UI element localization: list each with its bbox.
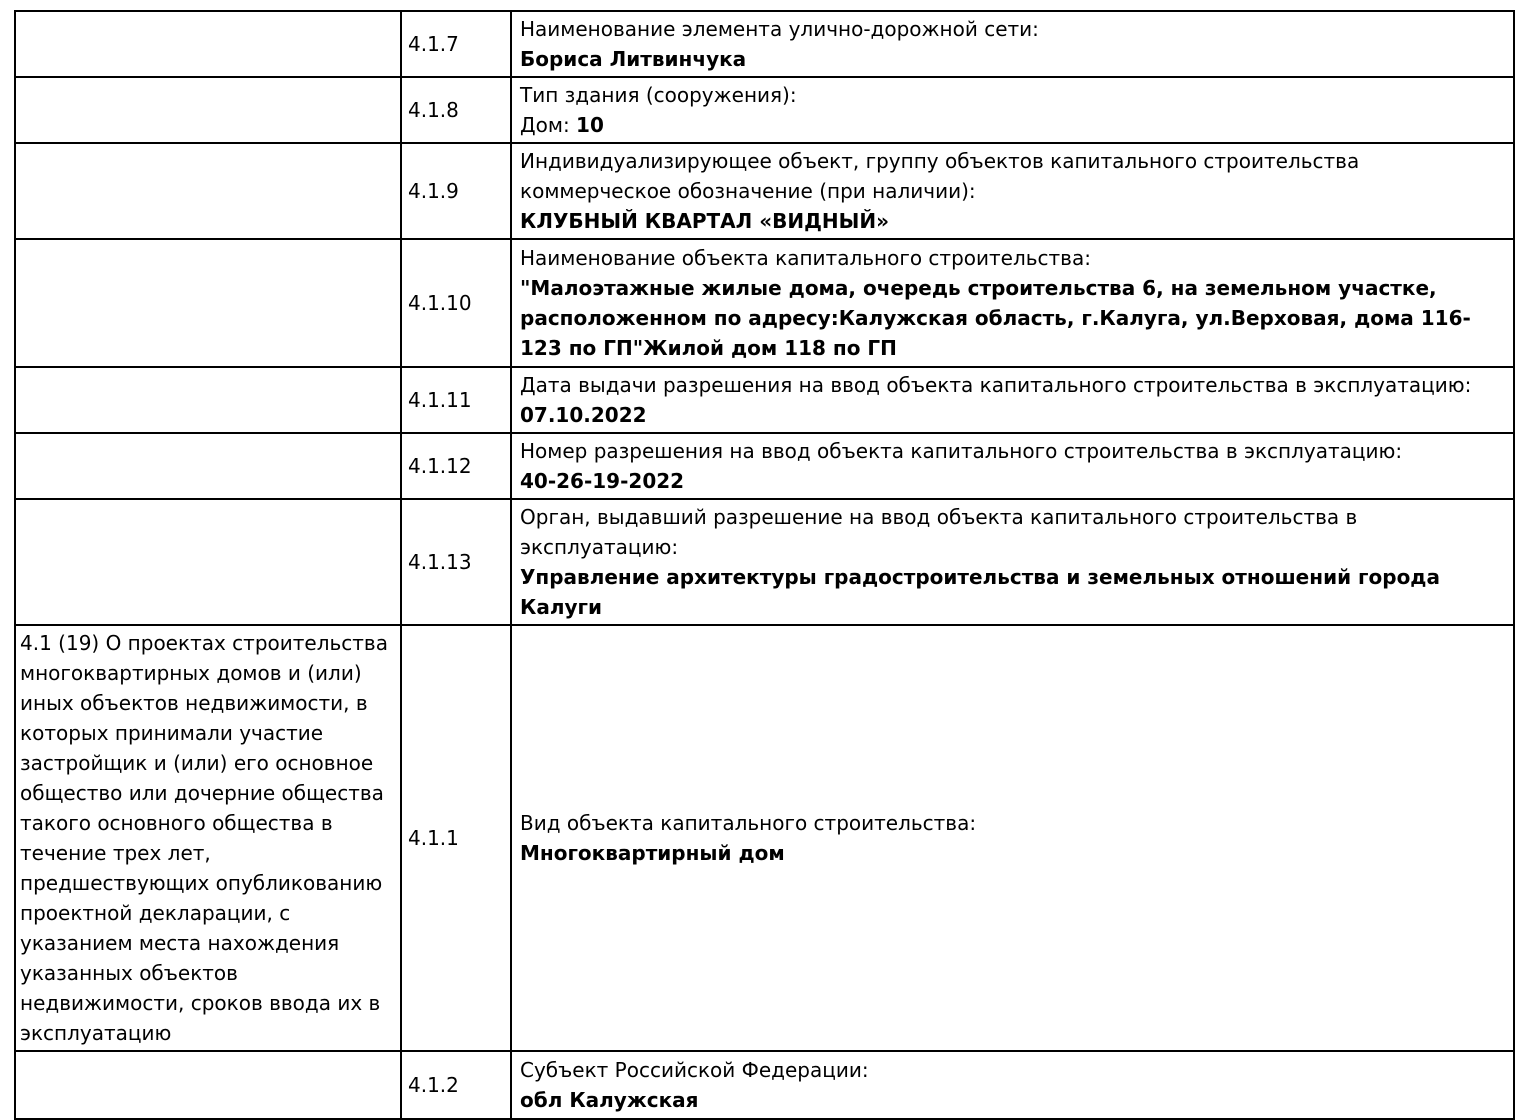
content-cell xyxy=(511,11,1514,77)
section-text: 4.1 (19) О проектах строительства многоквартирных домов и (или) иных объектов недвижимости, в которых принимали участие застройщик и (или) его основное общество или дочерние общества такого основного общества в течение трех лет, предшествующих опубликованию проектной декларации, с указанием места нахождения указанных объектов недвижимости, сроков ввода их в эксплуатацию xyxy=(20,631,388,1045)
section-cell xyxy=(15,433,401,499)
item-number-cell xyxy=(401,239,511,367)
field-value-text: 07.10.2022 xyxy=(520,403,647,427)
item-number: 4.1.12 xyxy=(408,454,472,478)
field-label: Индивидуализирующее объект, группу объектов капитального строительства коммерческое обозначение (при наличии): xyxy=(520,149,1360,203)
table-row xyxy=(15,77,1514,143)
declaration-table xyxy=(14,10,1515,1120)
item-number: 4.1.1 xyxy=(408,826,459,850)
section-cell xyxy=(15,143,401,239)
content-cell xyxy=(511,239,1514,367)
table-row xyxy=(15,433,1514,499)
item-number-cell xyxy=(401,1051,511,1119)
content-cell xyxy=(511,625,1514,1051)
field-value-text: Управление архитектуры градостроительства и земельных отношений города Калуги xyxy=(520,565,1440,619)
table-row xyxy=(15,1051,1514,1119)
table-row xyxy=(15,625,1514,1051)
item-number-cell xyxy=(401,143,511,239)
field-value xyxy=(520,1085,1505,1115)
field-value xyxy=(520,44,1505,74)
content-cell xyxy=(511,143,1514,239)
field-value xyxy=(520,466,1505,496)
table-row xyxy=(15,499,1514,625)
table-row xyxy=(15,11,1514,77)
field-label: Вид объекта капитального строительства: xyxy=(520,811,977,835)
section-cell xyxy=(15,239,401,367)
field-label: Субъект Российской Федерации: xyxy=(520,1058,869,1082)
field-value xyxy=(520,400,1505,430)
field-value-text: Бориса Литвинчука xyxy=(520,47,747,71)
item-number: 4.1.9 xyxy=(408,179,459,203)
content-cell xyxy=(511,1051,1514,1119)
field-value xyxy=(520,206,1505,236)
section-cell xyxy=(15,1051,401,1119)
field-value-text: "Малоэтажные жилые дома, очередь строительства 6, на земельном участке, расположенном по адресу:Калужская область, г.Калуга, ул.Верховая, дома 116-123 по ГП"Жилой дом 118 по ГП xyxy=(520,276,1471,360)
field-value xyxy=(520,273,1505,363)
section-cell xyxy=(15,77,401,143)
item-number-cell xyxy=(401,11,511,77)
item-number: 4.1.8 xyxy=(408,98,459,122)
item-number: 4.1.2 xyxy=(408,1073,459,1097)
table-row xyxy=(15,239,1514,367)
section-cell xyxy=(15,499,401,625)
field-value-prefix: Дом: xyxy=(520,113,577,137)
content-cell xyxy=(511,77,1514,143)
field-value-text: КЛУБНЫЙ КВАРТАЛ «ВИДНЫЙ» xyxy=(520,209,890,233)
item-number: 4.1.11 xyxy=(408,388,472,412)
item-number-cell xyxy=(401,367,511,433)
field-label: Дата выдачи разрешения на ввод объекта капитального строительства в эксплуатацию: xyxy=(520,373,1472,397)
field-label: Орган, выдавший разрешение на ввод объекта капитального строительства в эксплуатацию: xyxy=(520,505,1358,559)
field-label: Номер разрешения на ввод объекта капитального строительства в эксплуатацию: xyxy=(520,439,1403,463)
field-value-text: 10 xyxy=(576,113,604,137)
item-number-cell xyxy=(401,77,511,143)
field-value xyxy=(520,110,1505,140)
item-number: 4.1.10 xyxy=(408,291,472,315)
field-label: Тип здания (сооружения): xyxy=(520,83,797,107)
field-label: Наименование объекта капитального строительства: xyxy=(520,246,1091,270)
content-cell xyxy=(511,367,1514,433)
content-cell xyxy=(511,499,1514,625)
field-value-text: Многоквартирный дом xyxy=(520,841,785,865)
content-cell xyxy=(511,433,1514,499)
item-number-cell xyxy=(401,433,511,499)
field-label: Наименование элемента улично-дорожной сети: xyxy=(520,17,1039,41)
section-cell xyxy=(15,367,401,433)
field-value xyxy=(520,838,1505,868)
item-number-cell xyxy=(401,625,511,1051)
field-value xyxy=(520,562,1505,622)
item-number: 4.1.13 xyxy=(408,550,472,574)
section-cell xyxy=(15,11,401,77)
item-number-cell xyxy=(401,499,511,625)
item-number: 4.1.7 xyxy=(408,32,459,56)
field-value-text: 40-26-19-2022 xyxy=(520,469,685,493)
field-value-text: обл Калужская xyxy=(520,1088,699,1112)
table-row xyxy=(15,367,1514,433)
table-row xyxy=(15,143,1514,239)
section-cell xyxy=(15,625,401,1051)
